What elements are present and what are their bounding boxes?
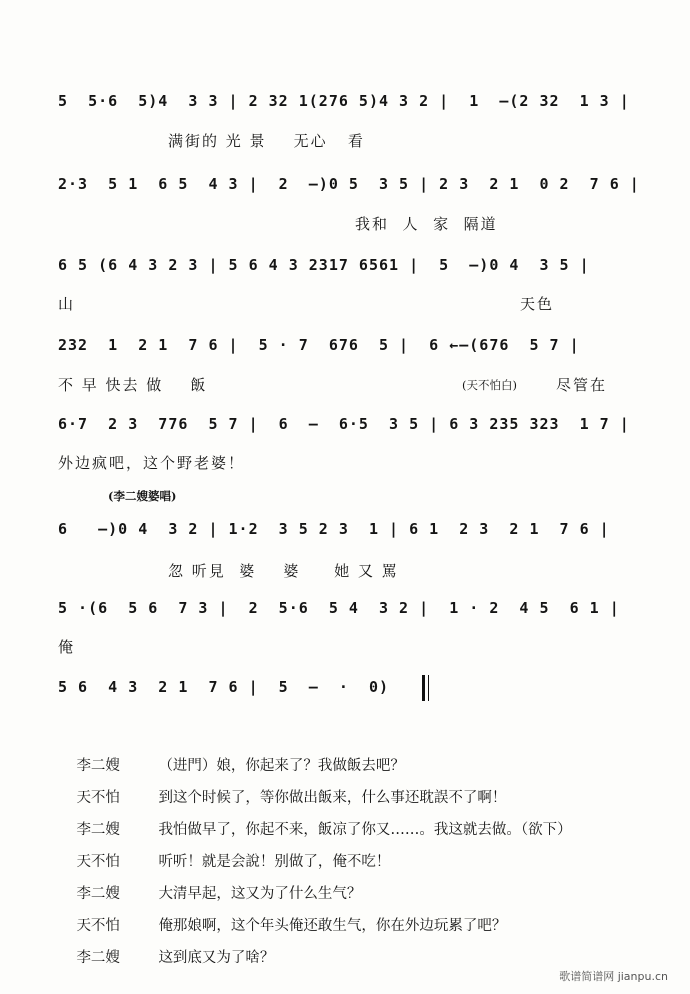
lyrics-line-3-left: 山 [58,295,76,313]
dialogue-text: （进門）娘，你起来了？我做飯去吧？ [158,758,405,774]
lyrics-line-6: 忽 听見 婆 婆 她 又 罵 [168,562,399,580]
dialogue-speaker: 李二嫂 [76,758,120,774]
final-barline-thin [428,675,429,701]
notation-line-5: 6·7 2 3 776 5 7 | 6 — 6·5 3 5 | 6 3 235 323 1 7 | [58,415,630,433]
speaker-annotation-4: (天不怕白) [462,378,517,392]
notation-line-8: 5 6 4 3 2 1 7 6 | 5 — · 0) [58,678,390,696]
dialogue-speaker: 天不怕 [76,790,120,806]
dialogue-speaker: 天不怕 [76,854,120,870]
dialogue-text: 大清早起，这又为了什么生气？ [158,886,362,902]
dialogue-line [58,930,274,983]
notation-line-1: 5 5·6 5)4 3 3 | 2 32 1(276 5)4 3 2 | 1 —(2 32 1 3 | [58,92,630,110]
dialogue-text: 这到底又为了啥？ [158,950,275,966]
dialogue-speaker: 李二嫂 [76,950,120,966]
lyrics-line-2: 我和 人 家 隔道 [355,215,498,233]
notation-line-4: 232 1 2 1 7 6 | 5 · 7 676 5 | 6 ←—(676 5 7 | [58,336,580,354]
notation-line-2: 2·3 5 1 6 5 4 3 | 2 —)0 5 3 5 | 2 3 2 1 0 2 7 6 | [58,175,640,193]
dialogue-speaker: 天不怕 [76,918,120,934]
final-barline [422,675,425,701]
dialogue-text: 俺那娘啊，这个年头俺还敢生气，你在外边玩累了吧？ [158,918,507,934]
lyrics-line-4-right: 尽管在 [556,376,608,394]
notation-line-7: 5 ·(6 5 6 7 3 | 2 5·6 5 4 3 2 | 1 · 2 4 5 6 1 | [58,599,620,617]
dialogue-speaker: 李二嫂 [76,822,120,838]
lyrics-line-3: 天色 [520,295,555,313]
lyrics-line-7: 俺 [58,638,76,656]
lyrics-line-4: 不 早 快去 做 飯 [58,376,208,394]
notation-line-3: 6 5 (6 4 3 2 3 | 5 6 4 3 2317 6561 | 5 —)0 4 3 5 | [58,256,590,274]
dialogue-text: 听听！就是会說！别做了，俺不吃！ [158,854,391,870]
lyrics-line-1: 满街的 光 景 无心 看 [168,132,365,150]
lyrics-line-5: 外边疯吧，这个野老婆！ [58,454,246,472]
speaker-annotation-6: (李二嫂婆唱) [108,489,177,503]
watermark: 歌谱简谱网 jianpu.cn [559,970,668,983]
dialogue-text: 我怕做早了，你起不来，飯凉了你又……。我这就去做。（欲下） [158,822,572,838]
dialogue-speaker: 李二嫂 [76,886,120,902]
notation-line-6: 6 —)0 4 3 2 | 1·2 3 5 2 3 1 | 6 1 2 3 2 1 7 6 | [58,520,610,538]
dialogue-text: 到这个时候了，等你做出飯来，什么事还耽誤不了啊！ [158,790,507,806]
